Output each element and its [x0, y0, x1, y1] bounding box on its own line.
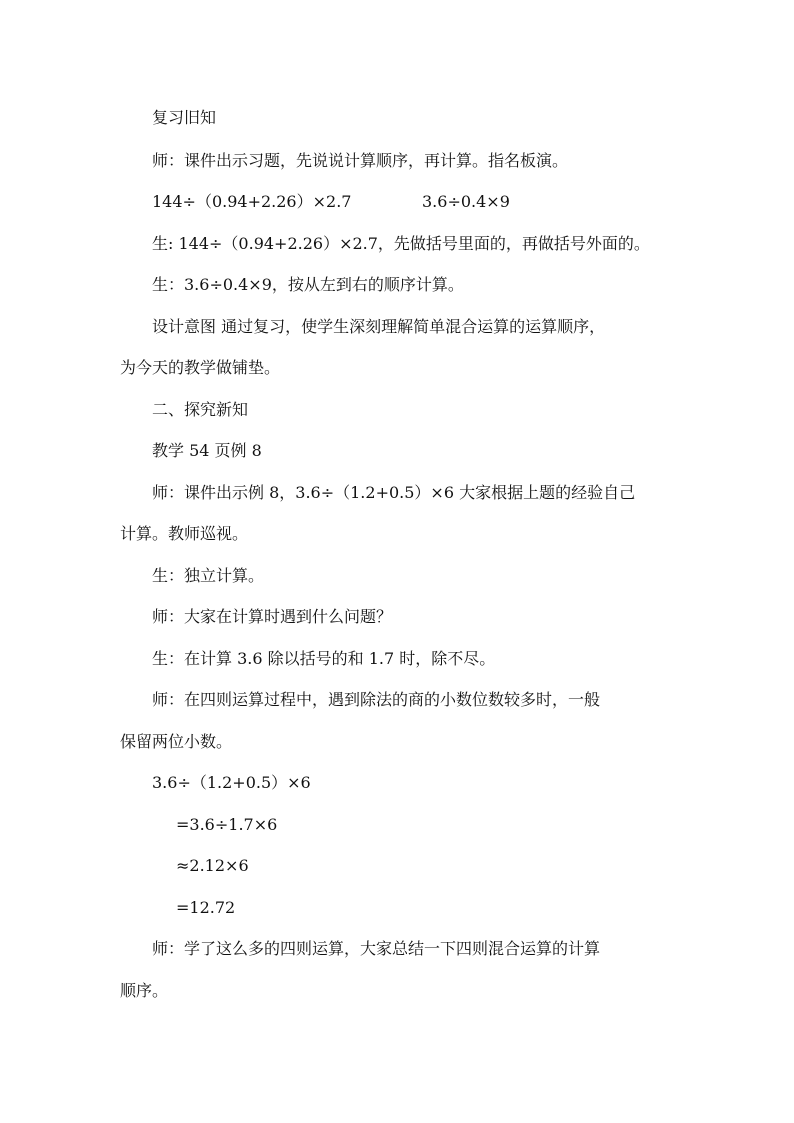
teacher-line-4a: 师：在四则运算过程中，遇到除法的商的小数位数较多时，一般 — [152, 690, 601, 709]
teacher-line-5b: 顺序。 — [120, 981, 169, 1000]
teacher-line-2a: 师：课件出示例 8，3.6÷（1.2+0.5）×6 大家根据上题的经验自己 — [152, 483, 636, 502]
exercise-2: 3.6÷0.4×9 — [422, 192, 510, 211]
calc-step-2: ≈2.12×6 — [176, 856, 249, 875]
teacher-line-2b: 计算。教师巡视。 — [120, 524, 249, 543]
teacher-line-1: 师：课件出示习题，先说说计算顺序，再计算。指名板演。 — [152, 151, 569, 170]
lesson-reference: 教学 54 页例 8 — [152, 441, 262, 460]
teacher-line-4b: 保留两位小数。 — [120, 732, 233, 751]
teacher-line-5a: 师：学了这么多的四则运算，大家总结一下四则混合运算的计算 — [152, 939, 601, 958]
calc-step-0: 3.6÷（1.2+0.5）×6 — [152, 773, 311, 792]
student-line-3: 生：独立计算。 — [152, 566, 265, 585]
heading-review: 复习旧知 — [152, 108, 217, 127]
exercise-1: 144÷（0.94+2.26）×2.7 — [152, 192, 352, 211]
design-intent-line-1: 设计意图 通过复习，使学生深刻理解简单混合运算的运算顺序， — [152, 317, 606, 336]
design-intent-line-2: 为今天的教学做铺垫。 — [120, 358, 281, 377]
teacher-line-3: 师：大家在计算时遇到什么问题？ — [152, 607, 393, 626]
calc-step-1: =3.6÷1.7×6 — [176, 815, 278, 834]
heading-explore: 二、探究新知 — [152, 400, 249, 419]
student-line-1: 生: 144÷（0.94+2.26）×2.7，先做括号里面的，再做括号外面的。 — [152, 234, 650, 253]
student-line-2: 生：3.6÷0.4×9，按从左到右的顺序计算。 — [152, 275, 464, 294]
student-line-4: 生：在计算 3.6 除以括号的和 1.7 时，除不尽。 — [152, 649, 496, 668]
calc-step-3: =12.72 — [176, 898, 236, 917]
